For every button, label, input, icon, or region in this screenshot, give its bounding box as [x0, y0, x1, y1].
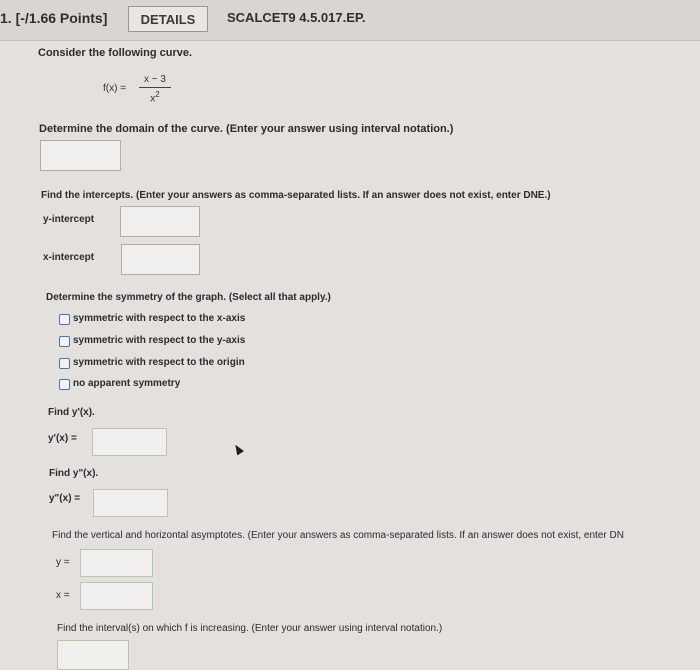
second-derivative-input[interactable] [93, 489, 168, 517]
asymptotes-prompt: Find the vertical and horizontal asymptotes. (Enter your answers as comma-separated lists. If an answer does not exist, enter DN [52, 530, 624, 541]
symmetry-option-label: symmetric with respect to the origin [73, 357, 245, 368]
symmetry-origin-checkbox[interactable] [59, 358, 70, 369]
symmetry-option-label: symmetric with respect to the x-axis [73, 313, 246, 324]
symmetry-prompt: Determine the symmetry of the graph. (Select all that apply.) [46, 292, 331, 303]
function-fraction [135, 74, 175, 105]
function-numerator: x − 3 [144, 74, 166, 85]
horizontal-asymptote-input[interactable] [80, 549, 153, 577]
vertical-asymptote-input[interactable] [80, 582, 153, 610]
function-lhs: f(x) = [103, 83, 127, 94]
y-intercept-input[interactable] [120, 206, 200, 237]
x-intercept-label: x-intercept [43, 252, 95, 263]
x-intercept-input[interactable] [121, 244, 200, 275]
first-derivative-input[interactable] [92, 428, 167, 456]
function-denominator [135, 89, 175, 105]
domain-prompt: Determine the domain of the curve. (Enter your answer using interval notation.) [39, 123, 454, 135]
second-derivative-prompt: Find y"(x). [49, 468, 99, 479]
problem-id: SCALCET9 4.5.017.EP. [227, 10, 366, 25]
increasing-input[interactable] [57, 640, 129, 670]
first-derivative-label: y'(x) = [48, 433, 77, 444]
vertical-asymptote-label: x = [56, 590, 70, 601]
symmetry-option-label: symmetric with respect to the y-axis [73, 335, 246, 346]
symmetry-option-label: no apparent symmetry [73, 378, 181, 389]
question-header [0, 0, 700, 41]
no-symmetry-checkbox[interactable] [59, 379, 70, 390]
first-derivative-prompt: Find y'(x). [48, 407, 95, 418]
second-derivative-label: y"(x) = [49, 493, 81, 504]
denominator-base: x [150, 93, 156, 105]
y-intercept-label: y-intercept [43, 214, 95, 225]
horizontal-asymptote-label: y = [56, 557, 70, 568]
symmetry-y-axis-checkbox[interactable] [59, 336, 70, 347]
increasing-prompt: Find the interval(s) on which f is increasing. (Enter your answer using interval notation.) [57, 623, 443, 634]
symmetry-x-axis-checkbox[interactable] [59, 314, 70, 325]
question-points-label: 1. [-/1.66 Points] [0, 10, 108, 26]
intercepts-prompt: Find the intercepts. (Enter your answers as comma-separated lists. If an answer does not exist, enter DNE.) [41, 190, 551, 201]
details-button[interactable]: DETAILS [128, 6, 208, 32]
intro-text: Consider the following curve. [38, 47, 193, 59]
fraction-bar [139, 87, 171, 88]
denominator-exponent: 2 [155, 90, 160, 99]
domain-input[interactable] [40, 140, 121, 171]
